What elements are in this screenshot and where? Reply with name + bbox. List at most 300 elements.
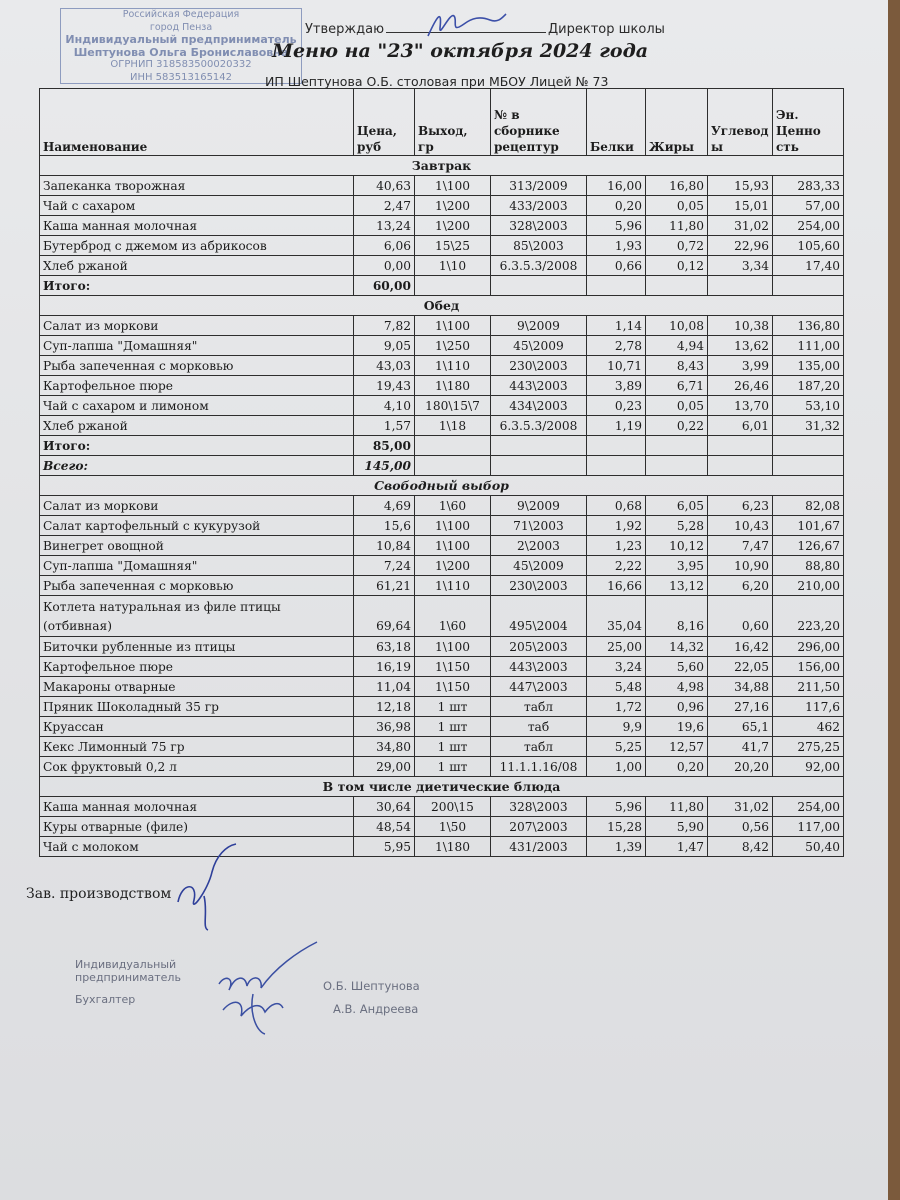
cell-value: 7,47 — [708, 536, 773, 556]
cell-value: 27,16 — [708, 697, 773, 717]
empty-cell — [646, 276, 708, 296]
total-value: 60,00 — [354, 276, 415, 296]
cell-value: 9,05 — [354, 336, 415, 356]
cell-value: 1\250 — [415, 336, 491, 356]
cell-value: 65,1 — [708, 717, 773, 737]
cell-value: 180\15\7 — [415, 396, 491, 416]
cell-value: 63,18 — [354, 637, 415, 657]
cell-value: 31,02 — [708, 216, 773, 236]
cell-value: 10,38 — [708, 316, 773, 336]
table-row — [40, 496, 844, 516]
page-title: Меню на "23" октября 2024 года — [272, 40, 649, 62]
cell-value: 431/2003 — [491, 837, 587, 857]
production-manager-label: Зав. производством — [26, 886, 172, 902]
cell-value: 0,05 — [646, 396, 708, 416]
cell-value: 53,10 — [773, 396, 844, 416]
dish-name: Салат из моркови — [40, 496, 354, 516]
cell-value: 20,20 — [708, 757, 773, 777]
menu-table — [39, 88, 844, 857]
dish-name: Запеканка творожная — [40, 176, 354, 196]
cell-value: 2,22 — [587, 556, 646, 576]
cell-value: 4,94 — [646, 336, 708, 356]
cell-value: 443\2003 — [491, 657, 587, 677]
cell-value: 13,24 — [354, 216, 415, 236]
cell-value: 210,00 — [773, 576, 844, 596]
stamp-line: ИНН 583513165142 — [129, 71, 233, 83]
dish-name: Суп-лапша "Домашняя" — [40, 336, 354, 356]
cell-value: 6,71 — [646, 376, 708, 396]
cell-value: 61,21 — [354, 576, 415, 596]
cell-value: 1\200 — [415, 196, 491, 216]
cell-value: 8,16 — [646, 596, 708, 637]
cell-value: 1\100 — [415, 516, 491, 536]
cell-value: 313/2009 — [491, 176, 587, 196]
stamp-line: Шептунова Ольга Брониславовна — [73, 45, 289, 59]
cell-value: 0,23 — [587, 396, 646, 416]
cell-value: 5,60 — [646, 657, 708, 677]
cell-value: 5,96 — [587, 797, 646, 817]
table-row — [40, 216, 844, 236]
section-row — [40, 156, 844, 176]
cell-value: 4,69 — [354, 496, 415, 516]
official-stamp — [60, 8, 302, 84]
cell-value: 36,98 — [354, 717, 415, 737]
cell-value: 13,12 — [646, 576, 708, 596]
total-row — [40, 456, 844, 476]
table-row — [40, 536, 844, 556]
section-row — [40, 296, 844, 316]
col-name: Наименование — [40, 89, 354, 156]
approve-label: Утверждаю — [305, 22, 385, 37]
cell-value: 187,20 — [773, 376, 844, 396]
dish-name: Каша манная молочная — [40, 797, 354, 817]
dish-name: Кекс Лимонный 75 гр — [40, 737, 354, 757]
dish-name: Чай с сахаром и лимоном — [40, 396, 354, 416]
cell-value: 0,12 — [646, 256, 708, 276]
director-label: Директор школы — [548, 22, 665, 37]
cell-value: 15,93 — [708, 176, 773, 196]
empty-cell — [646, 436, 708, 456]
table-row — [40, 256, 844, 276]
cell-value: 283,33 — [773, 176, 844, 196]
cell-value: 136,80 — [773, 316, 844, 336]
dish-name: Пряник Шоколадный 35 гр — [40, 697, 354, 717]
empty-cell — [708, 436, 773, 456]
cell-value: 57,00 — [773, 196, 844, 216]
cell-value: 6,05 — [646, 496, 708, 516]
cell-value: 31,32 — [773, 416, 844, 436]
dish-name: Хлеб ржаной — [40, 256, 354, 276]
dish-name: Рыба запеченная с морковью — [40, 576, 354, 596]
table-row — [40, 717, 844, 737]
cell-value: 2,47 — [354, 196, 415, 216]
cell-value: 2,78 — [587, 336, 646, 356]
cell-value: 5,95 — [354, 837, 415, 857]
dish-name: Сок фруктовый 0,2 л — [40, 757, 354, 777]
cell-value: 6,23 — [708, 496, 773, 516]
cell-value: 82,08 — [773, 496, 844, 516]
section-row — [40, 476, 844, 496]
empty-cell — [708, 276, 773, 296]
table-row — [40, 516, 844, 536]
cell-value: 1,57 — [354, 416, 415, 436]
cell-value: 1\110 — [415, 356, 491, 376]
cell-value: 13,70 — [708, 396, 773, 416]
cell-value: 11,04 — [354, 677, 415, 697]
cell-value: 1\150 — [415, 657, 491, 677]
cell-value: 462 — [773, 717, 844, 737]
cell-value: 117,00 — [773, 817, 844, 837]
cell-value: 1,47 — [646, 837, 708, 857]
dish-name: Салат из моркови — [40, 316, 354, 336]
table-row — [40, 196, 844, 216]
dish-name: Чай с сахаром — [40, 196, 354, 216]
table-row — [40, 176, 844, 196]
cell-value: 0,20 — [646, 757, 708, 777]
cell-value: 3,34 — [708, 256, 773, 276]
cell-value: 1 шт — [415, 697, 491, 717]
cell-value: 19,6 — [646, 717, 708, 737]
col-fat: Жиры — [646, 89, 708, 156]
cell-value: 230\2003 — [491, 576, 587, 596]
dish-name: Картофельное пюре — [40, 376, 354, 396]
cell-value: 1\100 — [415, 316, 491, 336]
cell-value: 1\180 — [415, 837, 491, 857]
cell-value: 434\2003 — [491, 396, 587, 416]
cell-value: 1\200 — [415, 556, 491, 576]
cell-value: 9\2009 — [491, 496, 587, 516]
stamp-line: Российская Федерация — [122, 9, 240, 20]
dish-name: Винегрет овощной — [40, 536, 354, 556]
cell-value: 16,80 — [646, 176, 708, 196]
table-row — [40, 697, 844, 717]
empty-cell — [773, 436, 844, 456]
table-row — [40, 576, 844, 596]
total-label: Всего: — [40, 456, 354, 476]
cell-value: 1\110 — [415, 576, 491, 596]
table-row — [40, 657, 844, 677]
table-row — [40, 376, 844, 396]
cell-value: 4,10 — [354, 396, 415, 416]
cell-value: 69,64 — [354, 596, 415, 637]
section-title: Свободный выбор — [40, 476, 844, 496]
cell-value: 85\2003 — [491, 236, 587, 256]
cell-value: 17,40 — [773, 256, 844, 276]
table-row — [40, 316, 844, 336]
cell-value: 5,25 — [587, 737, 646, 757]
empty-cell — [646, 456, 708, 476]
empty-cell — [415, 276, 491, 296]
cell-value: 10,90 — [708, 556, 773, 576]
cell-value: 111,00 — [773, 336, 844, 356]
cell-value: 19,43 — [354, 376, 415, 396]
empty-cell — [587, 456, 646, 476]
cell-value: 1,00 — [587, 757, 646, 777]
empty-cell — [415, 456, 491, 476]
cell-value: 156,00 — [773, 657, 844, 677]
total-value: 85,00 — [354, 436, 415, 456]
cell-value: 11,80 — [646, 216, 708, 236]
cell-value: табл — [491, 737, 587, 757]
cell-value: 6,06 — [354, 236, 415, 256]
cell-value: 1,72 — [587, 697, 646, 717]
dish-name: Бутерброд с джемом из абрикосов — [40, 236, 354, 256]
cell-value: 48,54 — [354, 817, 415, 837]
cell-value: 10,84 — [354, 536, 415, 556]
dish-name: Макароны отварные — [40, 677, 354, 697]
cell-value: 26,46 — [708, 376, 773, 396]
cell-value: 9,9 — [587, 717, 646, 737]
table-row — [40, 336, 844, 356]
cell-value: 15,6 — [354, 516, 415, 536]
empty-cell — [587, 436, 646, 456]
cell-value: 1\100 — [415, 637, 491, 657]
table-row — [40, 637, 844, 657]
table-row — [40, 677, 844, 697]
dish-name: Котлета натуральная из филе птицы (отбивная) — [40, 596, 354, 637]
section-title: Обед — [40, 296, 844, 316]
cell-value: 10,71 — [587, 356, 646, 376]
ip-label: Индивидуальный предприниматель — [75, 958, 181, 984]
cell-value: 11,80 — [646, 797, 708, 817]
cell-value: 1\180 — [415, 376, 491, 396]
cell-value: 1 шт — [415, 757, 491, 777]
ip-signature-icon — [205, 938, 335, 1038]
empty-cell — [491, 276, 587, 296]
cell-value: 71\2003 — [491, 516, 587, 536]
table-row — [40, 396, 844, 416]
cell-value: 3,24 — [587, 657, 646, 677]
cell-value: 34,88 — [708, 677, 773, 697]
stamp-line: ОГРНИП 318583500020332 — [110, 59, 252, 70]
dish-name: Каша манная молочная — [40, 216, 354, 236]
cell-value: 230\2003 — [491, 356, 587, 376]
empty-cell — [587, 276, 646, 296]
cell-value: 0,60 — [708, 596, 773, 637]
cell-value: 1\10 — [415, 256, 491, 276]
cell-value: 1,14 — [587, 316, 646, 336]
empty-cell — [773, 456, 844, 476]
cell-value: 4,98 — [646, 677, 708, 697]
cell-value: 1\200 — [415, 216, 491, 236]
cell-value: 34,80 — [354, 737, 415, 757]
empty-cell — [415, 436, 491, 456]
cell-value: 16,19 — [354, 657, 415, 677]
dish-name: Биточки рубленные из птицы — [40, 637, 354, 657]
cell-value: 16,66 — [587, 576, 646, 596]
cell-value: 101,67 — [773, 516, 844, 536]
cell-value: таб — [491, 717, 587, 737]
cell-value: 31,02 — [708, 797, 773, 817]
empty-cell — [491, 436, 587, 456]
cell-value: 3,89 — [587, 376, 646, 396]
cell-value: 10,12 — [646, 536, 708, 556]
cell-value: 1,19 — [587, 416, 646, 436]
cell-value: 3,95 — [646, 556, 708, 576]
col-price: Цена, руб — [354, 89, 415, 156]
cell-value: 117,6 — [773, 697, 844, 717]
cell-value: 7,24 — [354, 556, 415, 576]
cell-value: 5,28 — [646, 516, 708, 536]
cell-value: 25,00 — [587, 637, 646, 657]
table-row — [40, 737, 844, 757]
dish-name: Суп-лапша "Домашняя" — [40, 556, 354, 576]
ip-name: О.Б. Шептунова — [323, 979, 420, 993]
section-row — [40, 777, 844, 797]
dish-name: Картофельное пюре — [40, 657, 354, 677]
table-row — [40, 837, 844, 857]
cell-value: 5,48 — [587, 677, 646, 697]
cell-value: 29,00 — [354, 757, 415, 777]
accountant-label: Бухгалтер — [75, 993, 136, 1006]
cell-value: 15\25 — [415, 236, 491, 256]
total-row — [40, 436, 844, 456]
stamp-line: город Пенза — [149, 21, 213, 33]
cell-value: 15,28 — [587, 817, 646, 837]
cell-value: 1\60 — [415, 496, 491, 516]
cell-value: 0,72 — [646, 236, 708, 256]
empty-cell — [773, 276, 844, 296]
cell-value: 2\2003 — [491, 536, 587, 556]
cell-value: 495\2004 — [491, 596, 587, 637]
cell-value: 105,60 — [773, 236, 844, 256]
cell-value: 41,7 — [708, 737, 773, 757]
cell-value: 211,50 — [773, 677, 844, 697]
cell-value: 447\2003 — [491, 677, 587, 697]
cell-value: 200\15 — [415, 797, 491, 817]
cell-value: 16,00 — [587, 176, 646, 196]
page-subtitle: ИП Шептунова О.Б. столовая при МБОУ Лицей № 73 — [265, 74, 609, 89]
cell-value: 50,40 — [773, 837, 844, 857]
section-title: Завтрак — [40, 156, 844, 176]
total-row — [40, 276, 844, 296]
col-energy: Эн. Ценно сть — [773, 89, 844, 156]
table-row — [40, 236, 844, 256]
empty-cell — [491, 456, 587, 476]
col-carbs: Углевод ы — [708, 89, 773, 156]
cell-value: 296,00 — [773, 637, 844, 657]
cell-value: 12,57 — [646, 737, 708, 757]
cell-value: 0,05 — [646, 196, 708, 216]
dish-name: Рыба запеченная с морковью — [40, 356, 354, 376]
cell-value: 10,08 — [646, 316, 708, 336]
section-title: В том числе диетические блюда — [40, 777, 844, 797]
table-row — [40, 556, 844, 576]
cell-value: 0,20 — [587, 196, 646, 216]
col-recipe: № в сборнике рецептур — [491, 89, 587, 156]
cell-value: 45\2009 — [491, 556, 587, 576]
cell-value: 0,66 — [587, 256, 646, 276]
cell-value: 6,01 — [708, 416, 773, 436]
cell-value: 1\18 — [415, 416, 491, 436]
table-row — [40, 356, 844, 376]
total-label: Итого: — [40, 436, 354, 456]
cell-value: табл — [491, 697, 587, 717]
cell-value: 443\2003 — [491, 376, 587, 396]
total-label: Итого: — [40, 276, 354, 296]
cell-value: 10,43 — [708, 516, 773, 536]
cell-value: 8,42 — [708, 837, 773, 857]
cell-value: 433/2003 — [491, 196, 587, 216]
cell-value: 22,05 — [708, 657, 773, 677]
cell-value: 43,03 — [354, 356, 415, 376]
production-signature-icon — [168, 842, 248, 932]
cell-value: 5,96 — [587, 216, 646, 236]
cell-value: 12,18 — [354, 697, 415, 717]
cell-value: 1\100 — [415, 536, 491, 556]
stamp-line: Индивидуальный предприниматель — [65, 33, 297, 46]
cell-value: 45\2009 — [491, 336, 587, 356]
cell-value: 92,00 — [773, 757, 844, 777]
cell-value: 207\2003 — [491, 817, 587, 837]
table-row — [40, 596, 844, 637]
cell-value: 254,00 — [773, 216, 844, 236]
cell-value: 254,00 — [773, 797, 844, 817]
cell-value: 205\2003 — [491, 637, 587, 657]
cell-value: 1,23 — [587, 536, 646, 556]
cell-value: 0,56 — [708, 817, 773, 837]
cell-value: 0,22 — [646, 416, 708, 436]
cell-value: 6,20 — [708, 576, 773, 596]
table-row — [40, 797, 844, 817]
cell-value: 40,63 — [354, 176, 415, 196]
table-row — [40, 817, 844, 837]
cell-value: 13,62 — [708, 336, 773, 356]
col-protein: Белки — [587, 89, 646, 156]
cell-value: 1\60 — [415, 596, 491, 637]
cell-value: 1\100 — [415, 176, 491, 196]
cell-value: 1,93 — [587, 236, 646, 256]
cell-value: 223,20 — [773, 596, 844, 637]
cell-value: 5,90 — [646, 817, 708, 837]
cell-value: 0,00 — [354, 256, 415, 276]
cell-value: 88,80 — [773, 556, 844, 576]
cell-value: 9\2009 — [491, 316, 587, 336]
cell-value: 16,42 — [708, 637, 773, 657]
total-value: 145,00 — [354, 456, 415, 476]
cell-value: 7,82 — [354, 316, 415, 336]
dish-name: Круассан — [40, 717, 354, 737]
cell-value: 1 шт — [415, 737, 491, 757]
table-header-row — [40, 89, 844, 156]
cell-value: 275,25 — [773, 737, 844, 757]
cell-value: 14,32 — [646, 637, 708, 657]
cell-value: 1,92 — [587, 516, 646, 536]
cell-value: 8,43 — [646, 356, 708, 376]
cell-value: 3,99 — [708, 356, 773, 376]
table-row — [40, 416, 844, 436]
dish-name: Салат картофельный с кукурузой — [40, 516, 354, 536]
table-row — [40, 757, 844, 777]
cell-value: 0,96 — [646, 697, 708, 717]
cell-value: 35,04 — [587, 596, 646, 637]
cell-value: 126,67 — [773, 536, 844, 556]
cell-value: 0,68 — [587, 496, 646, 516]
cell-value: 328\2003 — [491, 216, 587, 236]
col-yield: Выход, гр — [415, 89, 491, 156]
cell-value: 30,64 — [354, 797, 415, 817]
cell-value: 1 шт — [415, 717, 491, 737]
empty-cell — [708, 456, 773, 476]
cell-value: 22,96 — [708, 236, 773, 256]
dish-name: Чай с молоком — [40, 837, 354, 857]
cell-value: 1,39 — [587, 837, 646, 857]
dish-name: Хлеб ржаной — [40, 416, 354, 436]
cell-value: 328\2003 — [491, 797, 587, 817]
cell-value: 6.3.5.3/2008 — [491, 256, 587, 276]
cell-value: 15,01 — [708, 196, 773, 216]
cell-value: 1\50 — [415, 817, 491, 837]
